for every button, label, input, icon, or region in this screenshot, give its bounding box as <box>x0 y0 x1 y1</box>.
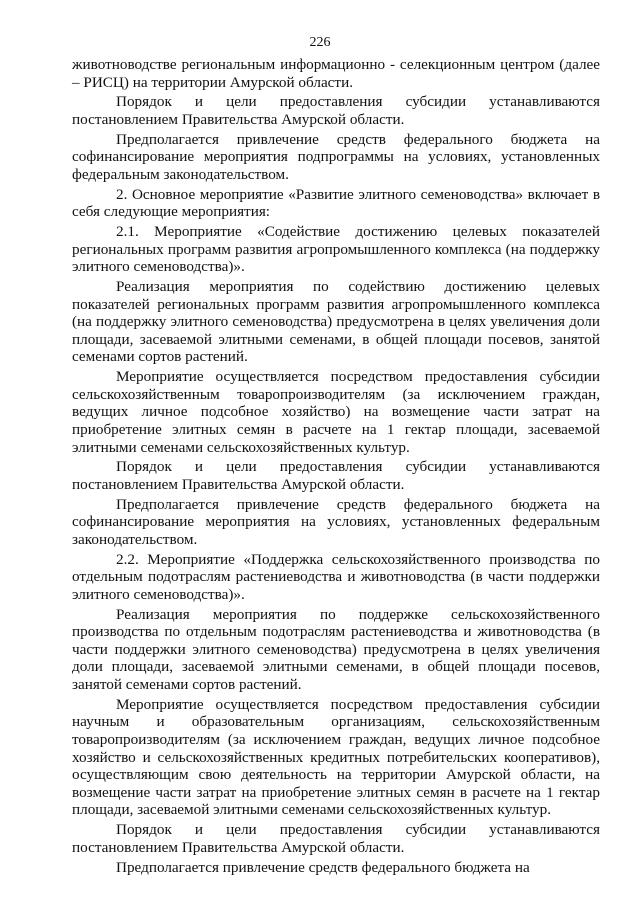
paragraph: Порядок и цели предоставления субсидии устанавливаются постановлением Правительства Амурской области. <box>72 93 600 128</box>
paragraph: Реализация мероприятия по поддержке сельскохозяйственного производства по отдельным подотраслям растениеводства и животноводства (в части поддержки элитного семеноводства) предусмотрена в целях увеличения доли площади, засеваемой элитными семенами, в общей площади посевов, занятой семенами сортов растений. <box>72 605 600 694</box>
paragraph: Предполагается привлечение средств федерального бюджета на софинансирование мероприятия на условиях, установленных федеральным законодательством. <box>72 495 600 548</box>
paragraph: Мероприятие осуществляется посредством предоставления субсидии научным и образовательным организациям, сельскохозяйственным товаропроизводителям (за исключением граждан, ведущих личное подсобное хозяйство и сельскохозяйственных кредитных потребительских кооперативов), осуществляющим свою деятельность на территории Амурской области, на возмещение части затрат на приобретение элитных семян в расчете на 1 гектар площади, засеваемой элитными семенами сельскохозяйственных культур. <box>72 695 600 819</box>
paragraph: Порядок и цели предоставления субсидии устанавливаются постановлением Правительства Амурской области. <box>72 458 600 493</box>
page-number: 226 <box>309 35 331 50</box>
paragraph: 2. Основное мероприятие «Развитие элитного семеноводства» включает в себя следующие мероприятия: <box>72 185 600 221</box>
paragraph: Порядок и цели предоставления субсидии устанавливаются постановлением Правительства Амурской области. <box>72 821 600 856</box>
paragraph-continuation: животноводстве региональным информационно - селекционным центром (далее – РИСЦ) на территории Амурской области. <box>72 56 600 91</box>
paragraph: Предполагается привлечение средств федерального бюджета на софинансирование мероприятия подпрограммы на условиях, установленных федеральным законодательством. <box>72 130 600 183</box>
paragraph: Предполагается привлечение средств федерального бюджета на <box>116 858 530 876</box>
document-body <box>72 56 600 876</box>
paragraph: 2.2. Мероприятие «Поддержка сельскохозяйственного производства по отдельным подотраслям растениеводства и животноводства (в части поддержки элитного семеноводства)». <box>72 550 600 603</box>
paragraph: Мероприятие осуществляется посредством предоставления субсидии сельскохозяйственным товаропроизводителям (за исключением граждан, ведущих личное подсобное хозяйство) на возмещение части затрат на приобретение элитных семян в расчете на 1 гектар площади, засеваемой элитными семенами сельскохозяйственных культур. <box>72 368 600 456</box>
paragraph: 2.1. Мероприятие «Содействие достижению целевых показателей региональных программ развития агропромышленного комплекса (на поддержку элитного семеноводства)». <box>72 223 600 276</box>
paragraph: Реализация мероприятия по содействию достижению целевых показателей региональных программ развития агропромышленного комплекса (на поддержку элитного семеноводства) предусмотрена в целях увеличения доли площади, засеваемой элитными семенами, в общей площади посевов, занятой семенами сортов растений. <box>72 278 600 366</box>
